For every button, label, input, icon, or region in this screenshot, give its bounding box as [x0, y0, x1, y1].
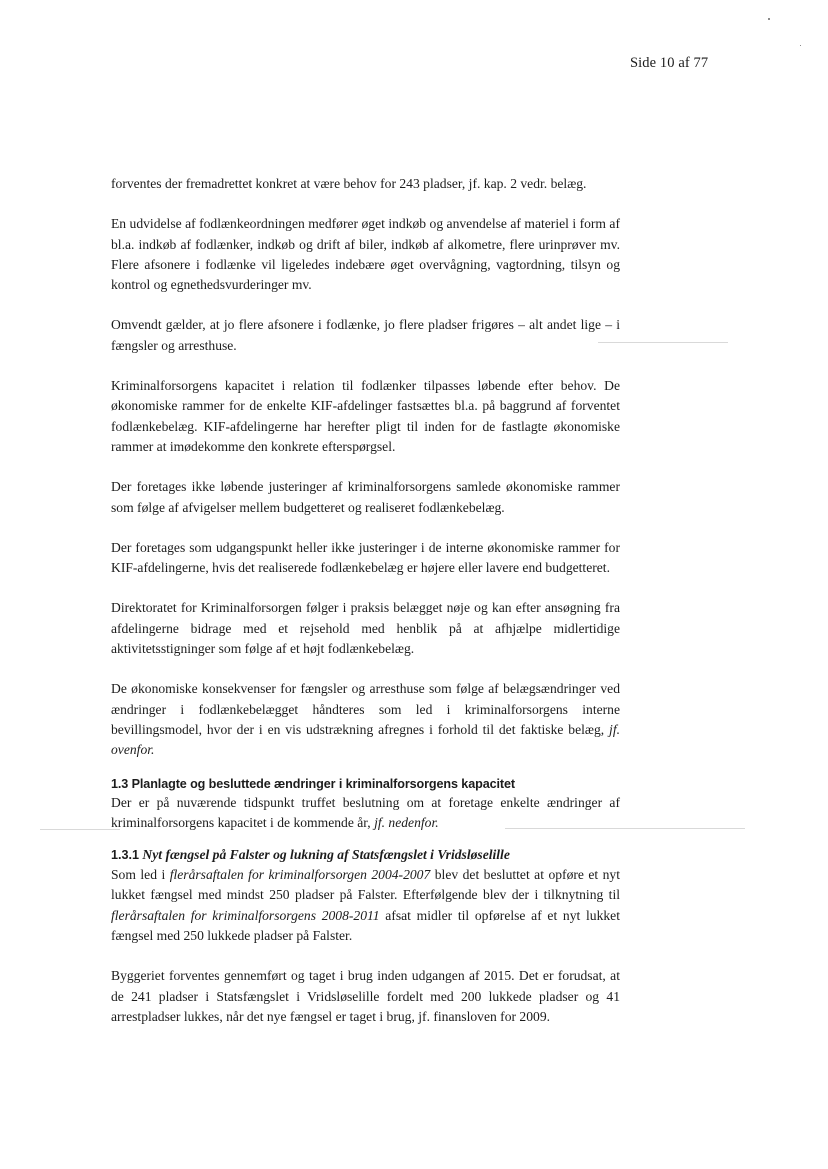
paragraph: Byggeriet forventes gennemført og taget i brug inden udgangen af 2015. Det er forudsat, at de 241 pladser i Statsfængslet i Vridsløselille fordelt med 200 lukkede pladser og 41 arrestpladser lukkes, når det nye fængsel er taget i brug, jf. finansloven for 2009. [111, 968, 620, 1024]
cross-reference: jf. nedenfor. [374, 814, 439, 830]
paragraph: En udvidelse af fodlænkeordningen medfører øget indkøb og anvendelse af materiel i form af bl.a. indkøb af fodlænker, indkøb og drift af biler, indkøb af alkometre, flere urinprøver mv. Flere afsonere i fodlænke vil ligeledes indebære øget overvågning, vagtordning, tilsyn og kontrol og egnethedsvurderinger mv. [111, 216, 620, 293]
paragraph: Direktoratet for Kriminalforsorgen følger i praksis belægget nøje og kan efter ansøgning fra afdelingerne bidrage med et rejsehold med henblik på at afhjælpe midlertidige aktivitetsstigninger som følge af et højt fodlænkebelæg. [111, 600, 620, 657]
scan-artifact-line [40, 829, 120, 830]
paragraph-text: Som led i [111, 867, 166, 883]
paragraph: Omvendt gælder, at jo flere afsonere i fodlænke, jo flere pladser frigøres – alt andet lige – i fængsler og arresthuse. [111, 317, 620, 353]
scan-speck [768, 18, 770, 20]
subsection-number: 1.3.1 [111, 848, 140, 863]
paragraph [111, 865, 620, 946]
cross-reference: jf. ovenfor. [111, 721, 620, 758]
scan-speck [800, 45, 801, 46]
paragraph [111, 793, 620, 834]
paragraph-text: Der er på nuværende tidspunkt truffet beslutning om at foretage enkelte ændringer af kriminalforsorgens kapacitet i de kommende år, [111, 794, 620, 830]
paragraph [111, 679, 620, 760]
page-number: Side 10 af 77 [630, 55, 709, 71]
agreement-reference: flerårsaftalen for kriminalforsorgen 2004-2007 [169, 867, 431, 883]
paragraph-text: afsat midler til opførelse af et nyt lukket fængsel med 250 lukkede pladser på Falster. [111, 907, 620, 944]
page-body [111, 174, 620, 1047]
paragraph: forventes der fremadrettet konkret at være behov for 243 pladser, jf. kap. 2 vedr. belæg. [111, 176, 587, 191]
paragraph: Der foretages ikke løbende justeringer af kriminalforsorgens samlede økonomiske rammer som følge af afvigelser mellem budgetteret og realiseret fodlænkebelæg. [111, 479, 620, 515]
subsection-title: Nyt fængsel på Falster og lukning af Statsfængslet i Vridsløselille [142, 847, 510, 863]
section-heading: 1.3 Planlagte og besluttede ændringer i kriminalforsorgens kapacitet [111, 776, 516, 791]
paragraph: Der foretages som udgangspunkt heller ikke justeringer i de interne økonomiske rammer for KIF-afdelingerne, hvis det realiserede fodlænkebelæg er højere eller lavere end budgetteret. [111, 539, 620, 576]
subsection-heading [111, 845, 620, 865]
agreement-reference: flerårsaftalen for kriminalforsorgens 2008-2011 [111, 907, 380, 923]
paragraph-text: blev det besluttet at opføre et nyt lukket fængsel med mindst 250 pladser på Falster. Efterfølgende blev der i tilknytning til [111, 867, 621, 903]
paragraph: Kriminalforsorgens kapacitet i relation til fodlænker tilpasses løbende efter behov. De økonomiske rammer for de enkelte KIF-afdelinger fastsættes bl.a. på baggrund af forventet fodlænkebelæg. KIF-afdelingerne har herefter pligt til inden for de fastlagte økonomiske rammer at imødekomme den konkrete efterspørgsel. [111, 378, 620, 454]
paragraph-text: De økonomiske konsekvenser for fængsler og arresthuse som følge af belægsændringer ved ændringer i fodlænkebelægget håndteres som led i kriminalforsorgens interne bevillingsmodel, hvor der i en vis udstrækning afregnes i forhold til det faktiske belæg, [111, 681, 620, 737]
